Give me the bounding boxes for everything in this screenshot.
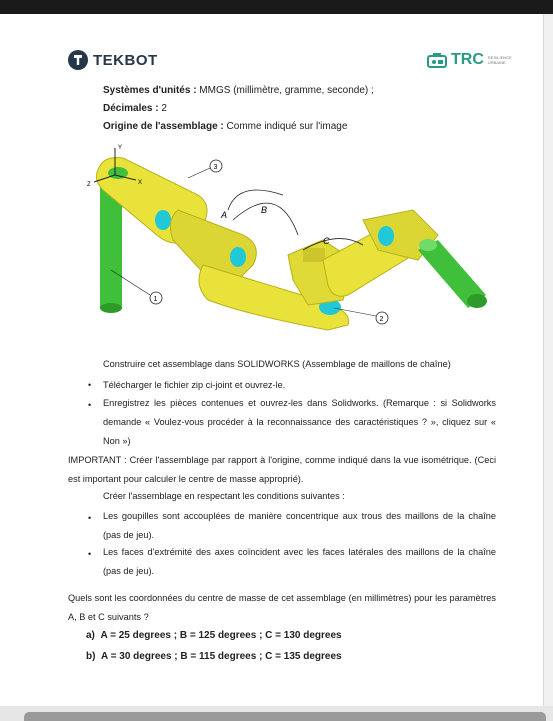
spec-decimals — [103, 102, 167, 115]
spec-origin-label: Origine de l'assemblage : — [103, 121, 224, 132]
spec-units — [103, 84, 374, 97]
conditions-intro: Créer l'assemblage en respectant les conditions suivantes : — [103, 491, 345, 501]
angle-label-c: C — [323, 236, 330, 246]
tekbot-logo — [68, 50, 158, 70]
callout-1-label: 1 — [153, 296, 158, 303]
spec-units-label: Systèmes d'unités : — [103, 85, 197, 96]
spec-decimals-label: Décimales : — [103, 103, 159, 114]
axis-label-z: Z — [87, 182, 91, 188]
cond-2-text: Les faces d'extrémité des axes coïncident avec les faces latérales des maillons de la chaîne (pas de jeu). — [103, 547, 496, 576]
cond-1-dot: • — [88, 513, 92, 523]
bullet-1-dot: • — [88, 380, 92, 390]
trc-logo-icon — [427, 52, 447, 68]
angle-label-b: B — [261, 205, 268, 215]
right-pin — [418, 239, 487, 308]
important-text: IMPORTANT : Créer l'assemblage par rapport à l'origine, comme indiqué dans la vue isométrique. (Ceci est important pour calculer le centre de masse approprié). — [68, 455, 496, 484]
callout-3 — [188, 160, 222, 178]
angle-label-a: A — [221, 210, 228, 220]
spec-decimals-value: 2 — [158, 103, 167, 114]
cond-1-text: Les goupilles sont accouplées de manière concentrique aux trous des maillons de la chaîne (pas de jeu). — [103, 511, 496, 540]
trc-logo-subtitle: RESILIENCE URBAINE — [487, 55, 512, 65]
bullet-1-text: Télécharger le fichier zip ci-joint et ouvrez-le. — [103, 380, 286, 390]
answer-b-text: A = 30 degrees ; B = 115 degrees ; C = 135 degrees — [101, 651, 342, 662]
spec-origin — [103, 120, 347, 133]
callout-3-label: 3 — [213, 164, 218, 171]
spec-origin-value: Comme indiqué sur l'image — [223, 121, 348, 132]
answer-a-text: A = 25 degrees ; B = 125 degrees ; C = 130 degrees — [100, 630, 342, 641]
trc-logo-text: TRC — [451, 51, 484, 68]
axis-label-y: Y — [118, 145, 123, 151]
answer-a — [86, 630, 342, 641]
vertical-scrollbar-track[interactable] — [544, 14, 553, 706]
answer-a-letter: a) — [86, 630, 95, 641]
trc-logo — [427, 51, 510, 69]
bullet-2-dot: • — [88, 400, 92, 410]
viewer-top-bar — [0, 0, 553, 14]
spec-units-value: MMGS (millimètre, gramme, seconde) ; — [196, 85, 374, 96]
cond-2-dot: • — [88, 549, 92, 559]
angle-arc-a — [228, 190, 283, 210]
answer-b-letter: b) — [86, 651, 96, 662]
chain-assembly-figure — [78, 140, 498, 340]
horizontal-scrollbar-thumb[interactable] — [24, 712, 546, 721]
intro-text: Construire cet assemblage dans SOLIDWORKS (Assemblage de maillons de chaîne) — [103, 359, 451, 369]
tekbot-logo-text: TEKBOT — [93, 51, 158, 69]
tekbot-logo-icon — [68, 50, 88, 70]
bullet-2-text: Enregistrez les pièces contenues et ouvrez-les dans Solidworks. (Remarque : si Solidworks demande « Voulez-vous procéder à la reconnaissance des caractéristiques ? », cliquez sur « Non ») — [103, 398, 496, 446]
axis-label-x: X — [138, 180, 143, 186]
answer-b — [86, 651, 342, 662]
callout-2-label: 2 — [379, 316, 384, 323]
question-text: Quels sont les coordonnées du centre de masse de cet assemblage (en millimètres) pour les paramètres A, B et C suivants ? — [68, 593, 496, 622]
